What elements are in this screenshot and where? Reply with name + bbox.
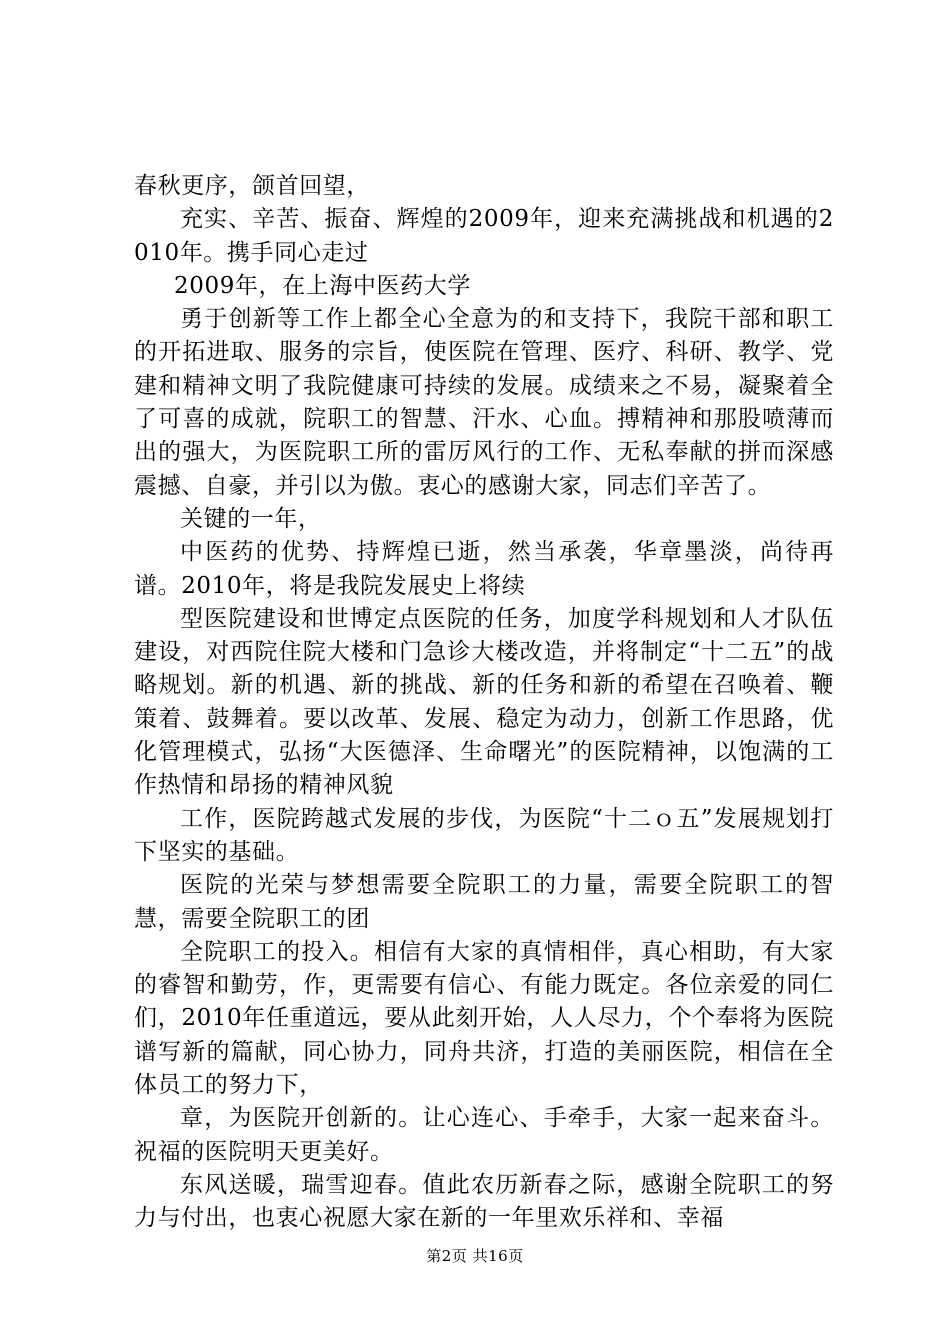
paragraph-11: 章，为医院开创新的。让心连心、手牵手，大家一起来奋斗。祝福的医院明天更美好。 xyxy=(134,1105,834,1165)
paragraph-5: 关键的一年， xyxy=(180,505,322,532)
document-body xyxy=(134,170,834,1236)
page-number-footer: 第2页 共16页 xyxy=(426,1247,524,1265)
paragraph-10: 全院职工的投入。相信有大家的真情相伴，真心相助，有大家的睿智和勤劳，作，更需要有信心、有能力既定。各位亲爱的同仁们，2010年任重道远，要从此刻开始，人人尽力，个个奉将为医院谱写新的篇献，同心协力，同舟共济，打造的美丽医院，相信在全体员工的努力下， xyxy=(134,938,834,1099)
paragraph-1: 春秋更序，颌首回望， xyxy=(134,173,370,199)
paragraph-6: 中医药的优势、持辉煌已逝，然当承袭，华章墨淡，尚待再谱。2010年，将是我院发展史上将续 xyxy=(134,539,834,599)
paragraph-7: 型医院建设和世博定点医院的任务，加度学科规划和人才队伍建设，对西院住院大楼和门急诊大楼改造，并将制定“十二五”的战略规划。新的机遇、新的挑战、新的任务和新的希望在召唤着、鞭策着、鼓舞着。要以改革、发展、稳定为动力，创新工作思路，优化管理模式，弘扬“大医德泽、生命曙光”的医院精神，以饱满的工作热情和昂扬的精神风貌 xyxy=(134,605,834,799)
paragraph-3: 2009年，在上海中医药大学 xyxy=(174,272,471,299)
paragraph-2: 充实、辛苦、振奋、辉煌的2009年，迎来充满挑战和机遇的2010年。携手同心走过 xyxy=(134,206,834,266)
paragraph-8: 工作，医院跨越式发展的步伐，为医院“十二ｏ五”发展规划打下坚实的基础。 xyxy=(134,805,834,865)
paragraph-12: 东风送暖，瑞雪迎春。值此农历新春之际，感谢全院职工的努力与付出，也衷心祝愿大家在新的一年里欢乐祥和、幸福 xyxy=(134,1171,834,1232)
paragraph-9: 医院的光荣与梦想需要全院职工的力量，需要全院职工的智慧，需要全院职工的团 xyxy=(134,872,834,932)
paragraph-4: 勇于创新等工作上都全心全意为的和支持下，我院干部和职工的开拓进取、服务的宗旨，使医院在管理、医疗、科研、教学、党建和精神文明了我院健康可持续的发展。成绩来之不易，凝聚着全了可喜的成就，院职工的智慧、汗水、心血。搏精神和那股喷薄而出的强大，为医院职工所的雷厉风行的工作、无私奉献的拼而深感震撼、自豪，并引以为傲。衷心的感谢大家，同志们辛苦了。 xyxy=(134,306,834,499)
